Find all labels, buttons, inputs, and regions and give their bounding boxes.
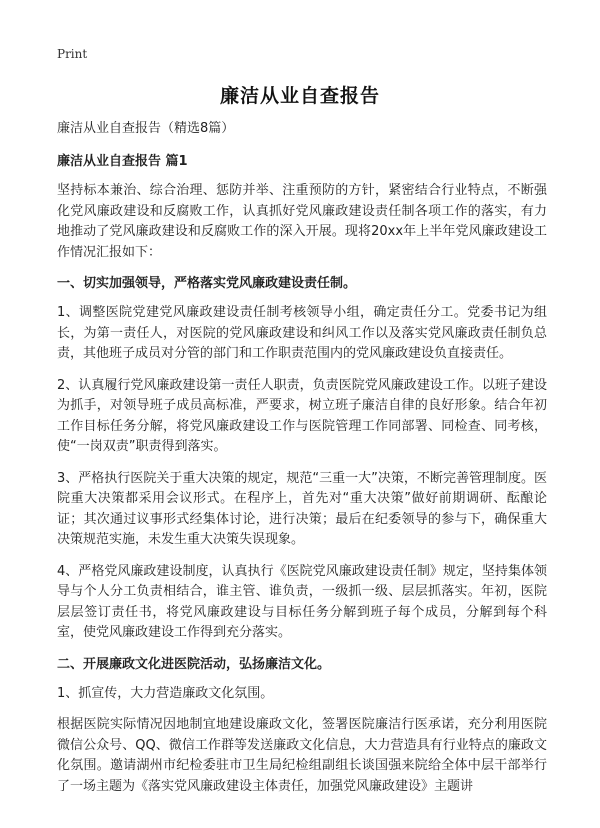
section-heading-1: 一、切实加强领导，严格落实党风廉政建设责任制。 [57, 276, 357, 291]
paragraph-item-4: 4、严格党风廉政建设制度，认真执行《医院党风廉政建设责任制》规定，坚持集体领导与个人分工负责相结合，谁主管、谁负责，一级抓一级、层层抓落实。年初，医院层层签订责任书，将党风廉政建设与目标任务分解到班子每个成员，分解到每个科室，使党风廉政建设工作得到充分落实。 [57, 563, 547, 640]
section-heading-2: 二、开展廉政文化进医院活动，弘扬廉洁文化。 [57, 656, 331, 672]
document-title: 廉洁从业自查报告 [219, 85, 380, 107]
document-body [57, 119, 547, 808]
paragraph-item-1: 1、调整医院党建党风廉政建设责任制考核领导小组，确定责任分工。党委书记为组长，为第一责任人，对医院的党风廉政建设和纠风工作以及落实党风廉政责任制负总责，其他班子成员对分管的部门和工作职责范围内的党风廉政建设负直接责任。 [57, 305, 547, 361]
paragraph-sub-item-1: 1、抓宣传，大力营造廉政文化氛围。 [57, 685, 274, 701]
article-heading: 廉洁从业自查报告 篇1 [57, 154, 188, 169]
paragraph-item-2: 2、认真履行党风廉政建设第一责任人职责，负责医院党风廉政建设工作。以班子建设为抓手，对领导班子成员高标准，严要求，树立班子廉洁自律的良好形象。结合年初工作目标任务分解，将党风廉政建设工作与医院管理工作同部署、同检查、同考核，使“一岗双责”职责得到落实。 [57, 377, 547, 454]
paragraph-culture: 根据医院实际情况因地制宜地建设廉政文化，签署医院廉洁行医承诺，充分利用医院微信公众号、QQ、微信工作群等发送廉政文化信息，大力营造具有行业特点的廉政文化氛围。邀请湖州市纪检委驻市卫生局纪检组副组长谈国强来院给全体中层干部举行了一场主题为《落实党风廉政建设主体责任，加强党风廉政建设》主题讲 [57, 717, 547, 794]
print-label: Print [57, 47, 88, 61]
paragraph-item-3: 3、严格执行医院关于重大决策的规定，规范“三重一大”决策，不断完善管理制度。医院重大决策都采用会议形式。在程序上，首先对“重大决策”做好前期调研、酝酿论证；其次通过议事形式经集体讨论，进行决策；最后在纪委领导的参与下，确保重大决策规范实施，未发生重大决策失误现象。 [57, 470, 547, 547]
document-subtitle: 廉洁从业自查报告（精选8篇） [57, 121, 235, 136]
paragraph-intro: 坚持标本兼治、综合治理、惩防并举、注重预防的方针，紧密结合行业特点，不断强化党风廉政建设和反腐败工作，认真抓好党风廉政建设责任制各项工作的落实，有力地推动了党风廉政建设和反腐败工作的深入开展。现将20xx年上半年党风廉政建设工作情况汇报如下： [57, 183, 547, 260]
